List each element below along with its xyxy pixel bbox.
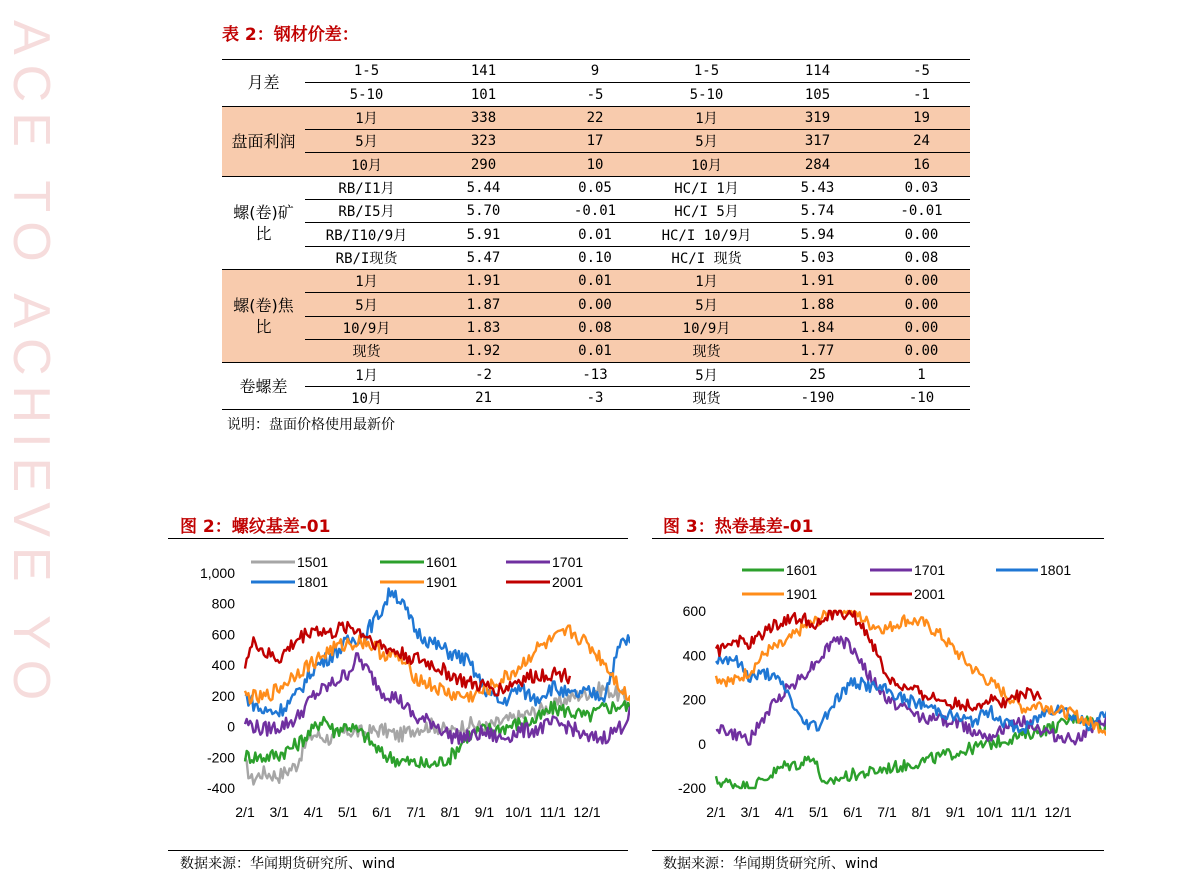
table-cell: 0.00 [539, 293, 651, 316]
x-tick-label: 6/1 [843, 804, 863, 820]
table-row [222, 83, 970, 106]
y-tick-label: 0 [698, 735, 706, 752]
table-cell: 1-5 [693, 63, 720, 80]
legend-label-2001: 2001 [914, 586, 946, 602]
table-cell: 1.77 [762, 340, 873, 363]
x-tick-label: 6/1 [372, 804, 392, 820]
table-row [222, 106, 970, 129]
legend-label-1701: 1701 [914, 562, 946, 578]
table-cell: 22 [539, 106, 651, 129]
table-cell: 17 [539, 130, 651, 153]
table-note: 说明：盘面价格使用最新价 [227, 417, 395, 433]
series-line-1601 [716, 713, 1106, 788]
y-tick-label: 600 [682, 603, 706, 619]
table-cell: 0.01 [539, 223, 651, 246]
table-cell: 19 [873, 106, 970, 129]
x-tick-label: 9/1 [474, 804, 495, 820]
table-cell: 5.43 [762, 176, 873, 199]
series-line-2001 [245, 622, 570, 695]
table-cell: 10月 [651, 153, 762, 176]
table-row [222, 293, 970, 316]
x-tick-label: 2/1 [235, 804, 255, 820]
x-tick-label: 5/1 [337, 804, 358, 820]
legend-label-1601: 1601 [426, 554, 458, 570]
legend-label-1801: 1801 [1040, 562, 1072, 578]
table-cell: 1月 [305, 270, 428, 293]
x-tick-label: 7/1 [406, 804, 426, 820]
table-cell: 319 [762, 106, 873, 129]
y-tick-label: 400 [211, 657, 235, 674]
x-tick-label: 8/1 [911, 804, 931, 820]
table-cell: -5 [539, 83, 651, 106]
table-cell: -2 [428, 363, 539, 386]
figure2-top-rule [168, 538, 628, 539]
y-tick-label: 0 [227, 718, 235, 735]
table-cell: 0.01 [539, 270, 651, 293]
table-cell: 24 [873, 130, 970, 153]
price-spread-table [222, 59, 970, 410]
table-cell: -1 [873, 83, 970, 106]
table-cell: 10/9月 [651, 316, 762, 339]
table-cell: 5.94 [762, 223, 873, 246]
table-cell: HC/I 现货 [651, 246, 762, 269]
table-cell: 21 [428, 386, 539, 409]
x-tick-label: 3/1 [269, 804, 289, 820]
group-label: 卷螺差 [222, 363, 305, 410]
x-tick-label: 12/1 [573, 804, 601, 820]
group-label: 月差 [247, 73, 280, 93]
table-cell: 1.88 [762, 293, 873, 316]
table-cell: 0.10 [539, 246, 651, 269]
x-tick-label: 9/1 [945, 804, 966, 820]
table-cell: 105 [762, 83, 873, 106]
table-cell: 10月 [305, 153, 428, 176]
legend-label-1901: 1901 [786, 586, 818, 602]
table-cell: 5.44 [428, 176, 539, 199]
table-cell: HC/I 1月 [651, 176, 762, 199]
table-cell: RB/I1月 [305, 176, 428, 199]
group-label: 盘面利润 [222, 106, 305, 176]
legend-label-1601: 1601 [786, 562, 818, 578]
table-cell: 5月 [651, 130, 762, 153]
table-cell: 1月 [651, 270, 762, 293]
x-tick-label: 4/1 [303, 804, 324, 820]
table-cell: 101 [428, 83, 539, 106]
svg-text:ACE TO ACHIEVE YO: ACE TO ACHIEVE YO [2, 20, 60, 711]
figure3-top-rule [652, 538, 1104, 539]
table-cell: 10 [539, 153, 651, 176]
table-cell: 现货 [651, 386, 762, 409]
table-cell: 1月 [305, 106, 428, 129]
figure2-title: 图 2：螺纹基差-01 [180, 517, 331, 537]
table-cell: 5.47 [428, 246, 539, 269]
table-cell: 10月 [305, 386, 428, 409]
table-cell: 141 [470, 63, 497, 80]
table-cell: -10 [873, 386, 970, 409]
x-tick-label: 12/1 [1044, 804, 1072, 820]
table-cell: 290 [428, 153, 539, 176]
table-cell: 25 [762, 363, 873, 386]
y-tick-label: 400 [682, 647, 706, 664]
table-row [222, 176, 970, 199]
table-cell: 284 [762, 153, 873, 176]
legend-label-1701: 1701 [552, 554, 584, 570]
table-cell: RB/I5月 [305, 200, 428, 223]
table-cell: -0.01 [873, 200, 970, 223]
group-label: 螺(卷)焦 比 [222, 270, 305, 363]
table-cell: 0.00 [873, 293, 970, 316]
table-row [222, 386, 970, 409]
legend-label-1901: 1901 [426, 574, 458, 590]
series-line-1801 [245, 589, 630, 717]
table-cell: 5.74 [762, 200, 873, 223]
table-cell: -3 [539, 386, 651, 409]
y-tick-label: 200 [211, 687, 235, 704]
table-cell: HC/I 5月 [651, 200, 762, 223]
y-tick-label: 800 [211, 595, 235, 612]
table-cell: 1.87 [428, 293, 539, 316]
table-row [222, 200, 970, 223]
table-cell: 5-10 [651, 83, 762, 106]
x-tick-label: 10/1 [504, 804, 533, 820]
table-row [222, 60, 970, 83]
table-cell: 0.00 [873, 316, 970, 339]
table-cell: 5月 [305, 130, 428, 153]
table-cell: 5.91 [428, 223, 539, 246]
watermark [0, 20, 62, 890]
table-cell: 16 [873, 153, 970, 176]
table-cell: 1.83 [428, 316, 539, 339]
table-cell: -13 [539, 363, 651, 386]
figure2-source: 数据来源：华闻期货研究所、wind [180, 856, 396, 872]
table-cell: 0.00 [873, 223, 970, 246]
table-cell: 1月 [651, 106, 762, 129]
table-row [222, 363, 970, 386]
table-cell: -190 [762, 386, 873, 409]
x-tick-label: 4/1 [774, 804, 795, 820]
y-tick-label: -400 [206, 780, 235, 796]
series-line-1701 [716, 637, 1106, 745]
legend-label-1501: 1501 [297, 554, 329, 570]
table-row [222, 130, 970, 153]
series-line-1801 [716, 656, 1106, 733]
table-row [222, 246, 970, 269]
figure3-title: 图 3：热卷基差-01 [663, 517, 814, 537]
table-cell: RB/I10/9月 [305, 223, 428, 246]
x-tick-label: 8/1 [440, 804, 460, 820]
y-tick-label: 600 [211, 626, 235, 643]
table-cell: 0.03 [873, 176, 970, 199]
table-cell: 0.08 [539, 316, 651, 339]
x-tick-label: 5/1 [808, 804, 829, 820]
table-cell: 5.03 [762, 246, 873, 269]
x-tick-label: 11/1 [539, 804, 566, 820]
table-cell: 0.01 [539, 340, 651, 363]
table-cell: 5月 [651, 363, 762, 386]
table-row [222, 340, 970, 363]
table-cell: 1月 [305, 363, 428, 386]
table-row [222, 316, 970, 339]
table-cell: 1.91 [428, 270, 539, 293]
table-row [222, 153, 970, 176]
table-cell: RB/I现货 [305, 246, 428, 269]
table-cell: 323 [428, 130, 539, 153]
table-cell: 9 [590, 63, 600, 80]
table-cell: HC/I 10/9月 [651, 223, 762, 246]
x-tick-label: 7/1 [877, 804, 897, 820]
table-cell: 0.08 [873, 246, 970, 269]
table-cell: 5月 [651, 293, 762, 316]
table-cell: 0.05 [539, 176, 651, 199]
x-tick-label: 3/1 [740, 804, 760, 820]
legend-label-2001: 2001 [552, 574, 584, 590]
x-tick-label: 10/1 [975, 804, 1004, 820]
group-label: 螺(卷)矿 比 [222, 176, 305, 269]
table-cell: 338 [428, 106, 539, 129]
table-cell: 1.91 [762, 270, 873, 293]
table-cell: 0.00 [873, 340, 970, 363]
figure3-source: 数据来源：华闻期货研究所、wind [663, 856, 879, 872]
figure3-bottom-rule [652, 850, 1104, 851]
table-cell: -0.01 [539, 200, 651, 223]
table-cell: 10/9月 [305, 316, 428, 339]
x-tick-label: 11/1 [1010, 804, 1037, 820]
table-cell: 5-10 [305, 83, 428, 106]
table-cell: 现货 [305, 340, 428, 363]
legend-label-1801: 1801 [297, 574, 329, 590]
figure2-bottom-rule [168, 850, 628, 851]
table-cell: 5.70 [428, 200, 539, 223]
table-title: 表 2：钢材价差： [222, 25, 359, 45]
table-cell: 1.84 [762, 316, 873, 339]
table-cell: 现货 [651, 340, 762, 363]
table-cell: 317 [762, 130, 873, 153]
y-tick-label: -200 [677, 780, 706, 796]
table-cell: -5 [913, 63, 930, 80]
table-cell: 1 [873, 363, 970, 386]
y-tick-label: 200 [682, 691, 706, 708]
table-cell: 5月 [305, 293, 428, 316]
y-tick-label: 1,000 [199, 565, 235, 581]
y-tick-label: -200 [206, 749, 235, 766]
table-cell: 1.92 [428, 340, 539, 363]
x-tick-label: 2/1 [706, 804, 726, 820]
hot-coil-basis-chart [652, 540, 1106, 845]
table-cell: 0.00 [873, 270, 970, 293]
rebar-basis-chart [168, 540, 630, 845]
table-cell: 114 [804, 63, 831, 80]
table-row [222, 270, 970, 293]
table-cell: 1-5 [353, 63, 380, 80]
table-row [222, 223, 970, 246]
